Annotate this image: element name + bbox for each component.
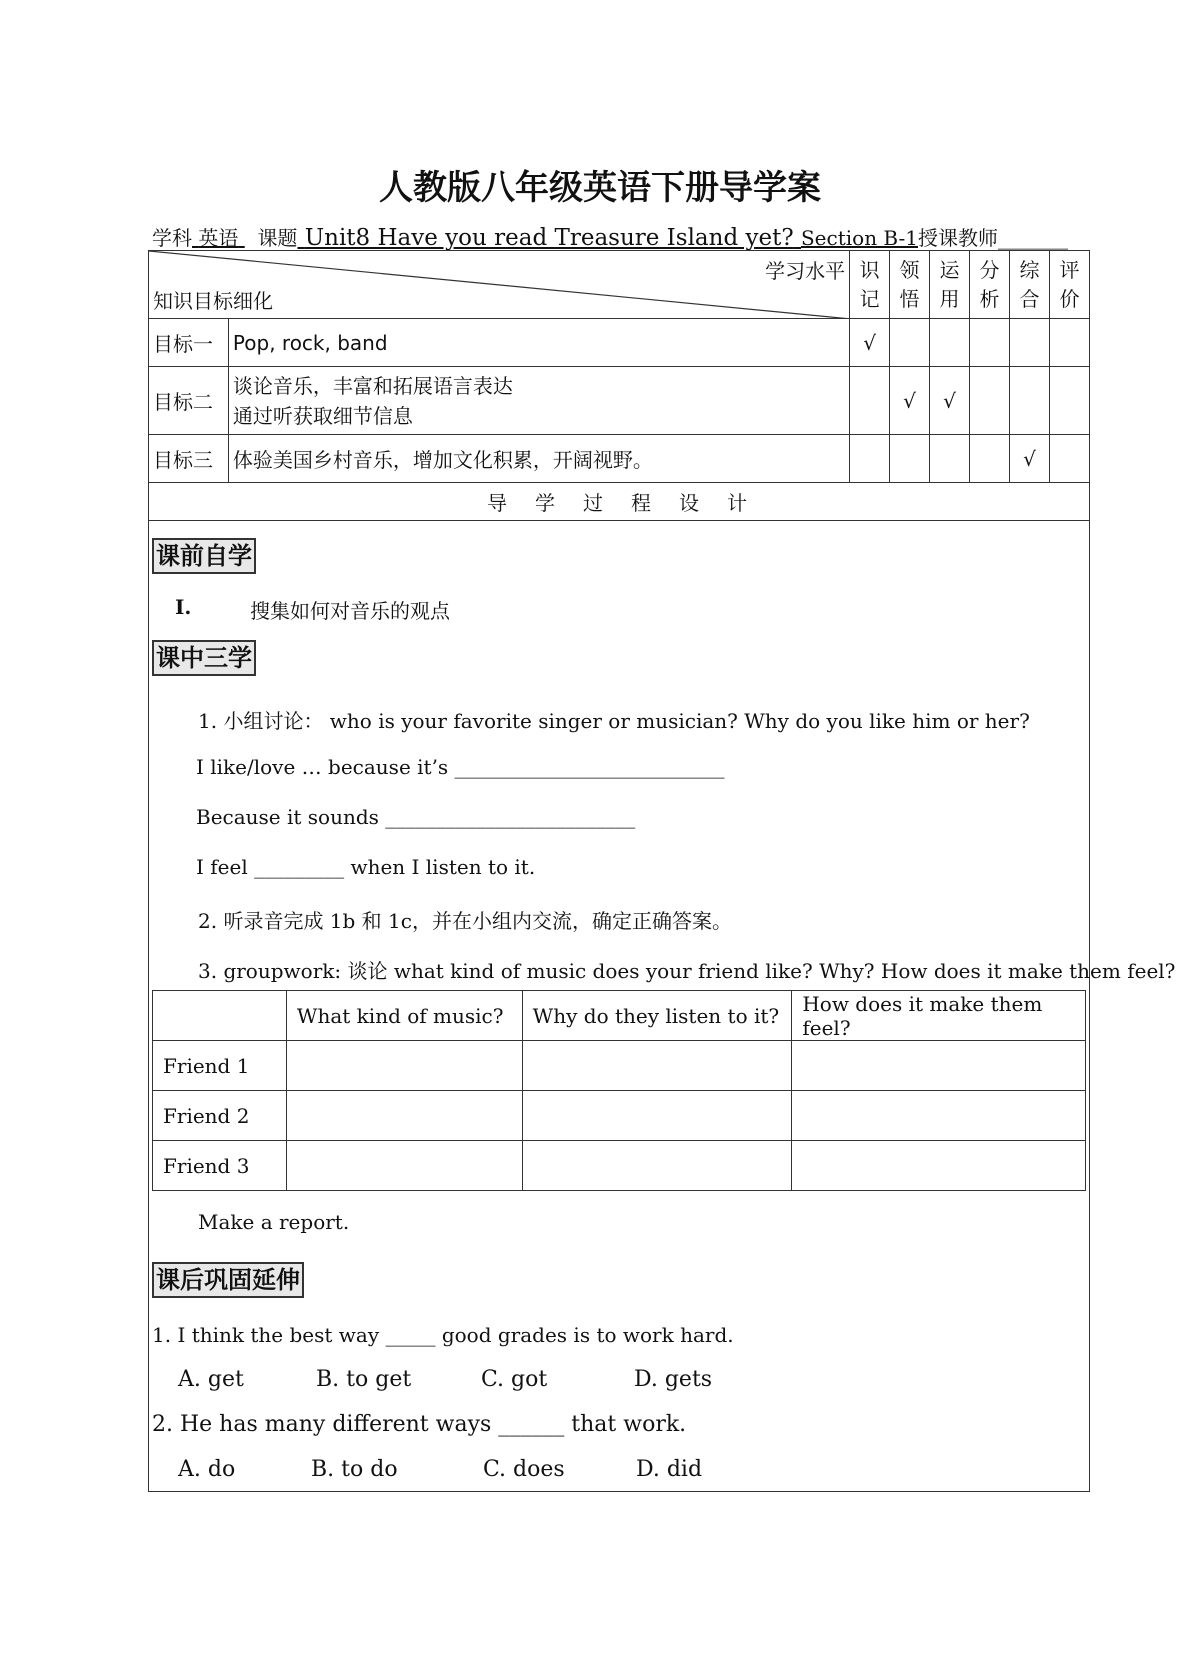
check-cell [850, 435, 890, 483]
check-cell [970, 435, 1010, 483]
level-evaluate: 评 价 [1049, 251, 1089, 319]
option-b: B. to get [316, 1367, 412, 1392]
answer-cell[interactable] [792, 1091, 1086, 1141]
objective-name: 目标一 [149, 319, 229, 367]
check-mark: √ [890, 367, 930, 435]
table-row [153, 1141, 1086, 1191]
table-header-cell: What kind of music? [286, 991, 522, 1041]
sentence-frame-2: Because it sounds _________________________ [196, 805, 636, 829]
sentence-frame-3: I feel _________ when I listen to it. [196, 855, 536, 879]
check-cell [970, 367, 1010, 435]
level-recall: 识 记 [850, 251, 890, 319]
option-c: C. got [481, 1367, 548, 1392]
level-comprehend: 领 悟 [890, 251, 930, 319]
check-mark: √ [930, 367, 970, 435]
check-cell [930, 319, 970, 367]
table-row [153, 1091, 1086, 1141]
level-analyze: 分 析 [970, 251, 1010, 319]
check-cell [930, 435, 970, 483]
option-d: D. gets [634, 1367, 713, 1392]
answer-cell[interactable] [522, 1041, 792, 1091]
check-cell [1049, 367, 1089, 435]
pre-class-item-text: 搜集如何对音乐的观点 [250, 599, 450, 623]
answer-cell[interactable] [522, 1091, 792, 1141]
option-b: B. to do [311, 1457, 398, 1482]
check-cell [1049, 319, 1089, 367]
section-value: Section B-1 [800, 226, 918, 250]
option-d: D. did [636, 1457, 703, 1482]
friend-label: Friend 3 [153, 1141, 287, 1191]
sentence-frame-1: I like/love … because it’s ___________________________ [196, 755, 725, 779]
objective-row [149, 367, 1090, 435]
table-row [153, 1041, 1086, 1091]
objective-content: 谈论音乐，丰富和拓展语言表达 通过听获取细节信息 [228, 367, 849, 435]
objectives-table [148, 250, 1090, 521]
groupwork-task: 3. groupwork: 谈论 what kind of music does your friend like? Why? How does it make them feel? [198, 959, 1176, 983]
check-cell [970, 319, 1010, 367]
page-title: 人教版八年级英语下册导学案 [379, 168, 821, 208]
objective-content: Pop, rock, band [228, 319, 849, 367]
check-cell [850, 367, 890, 435]
table-header-cell: Why do they listen to it? [522, 991, 792, 1041]
answer-cell[interactable] [522, 1141, 792, 1191]
pre-class-item-number: I. [175, 595, 192, 619]
objective-row [149, 319, 1090, 367]
exercise-question-1: 1. I think the best way _____ good grades is to work hard. [152, 1323, 734, 1347]
objective-row [149, 435, 1090, 483]
objectives-diagonal-header [149, 251, 850, 319]
knowledge-header: 知识目标细化 [153, 289, 273, 313]
check-cell [1009, 319, 1049, 367]
answer-cell[interactable] [286, 1091, 522, 1141]
check-cell [890, 319, 930, 367]
check-cell [1049, 435, 1089, 483]
subject-label: 学科 [152, 226, 192, 250]
exercise-question-2: 2. He has many different ways ______ that work. [152, 1412, 687, 1437]
level-apply: 运 用 [930, 251, 970, 319]
objective-content: 体验美国乡村音乐，增加文化积累，开阔视野。 [228, 435, 849, 483]
objective-name: 目标三 [149, 435, 229, 483]
pre-class-heading: 课前自学 [152, 538, 256, 574]
answer-cell[interactable] [792, 1041, 1086, 1091]
answer-cell[interactable] [792, 1141, 1086, 1191]
check-cell [890, 435, 930, 483]
option-a: A. get [178, 1367, 244, 1392]
topic-label: 课题 [257, 226, 298, 250]
option-c: C. does [483, 1457, 565, 1482]
discussion-question: 1. 小组讨论： who is your favorite singer or musician? Why do you like him or her? [198, 709, 1030, 733]
table-header-cell: How does it make them feel? [792, 991, 1086, 1041]
answer-cell[interactable] [286, 1141, 522, 1191]
level-header: 学习水平 [765, 259, 846, 283]
topic-value: Unit8 Have you read Treasure Island yet? [304, 225, 794, 251]
check-mark: √ [1009, 435, 1049, 483]
subject-value: 英语 [198, 226, 239, 250]
check-cell [1009, 367, 1049, 435]
friend-label: Friend 1 [153, 1041, 287, 1091]
lesson-meta [152, 222, 1068, 251]
report-instruction: Make a report. [198, 1210, 350, 1234]
answer-cell[interactable] [286, 1041, 522, 1091]
check-mark: √ [850, 319, 890, 367]
groupwork-table [152, 990, 1086, 1191]
after-class-heading: 课后巩固延伸 [152, 1262, 304, 1298]
process-design-header: 导 学 过 程 设 计 [149, 483, 1090, 521]
friend-label: Friend 2 [153, 1091, 287, 1141]
option-a: A. do [178, 1457, 236, 1482]
in-class-heading: 课中三学 [152, 640, 256, 676]
table-header-cell [153, 991, 287, 1041]
objective-name: 目标二 [149, 367, 229, 435]
teacher-blank: _______ [998, 226, 1068, 250]
listening-task: 2. 听录音完成 1b 和 1c，并在小组内交流，确定正确答案。 [198, 909, 732, 933]
teacher-label: 授课教师 [918, 226, 998, 250]
level-synthesize: 综 合 [1009, 251, 1049, 319]
